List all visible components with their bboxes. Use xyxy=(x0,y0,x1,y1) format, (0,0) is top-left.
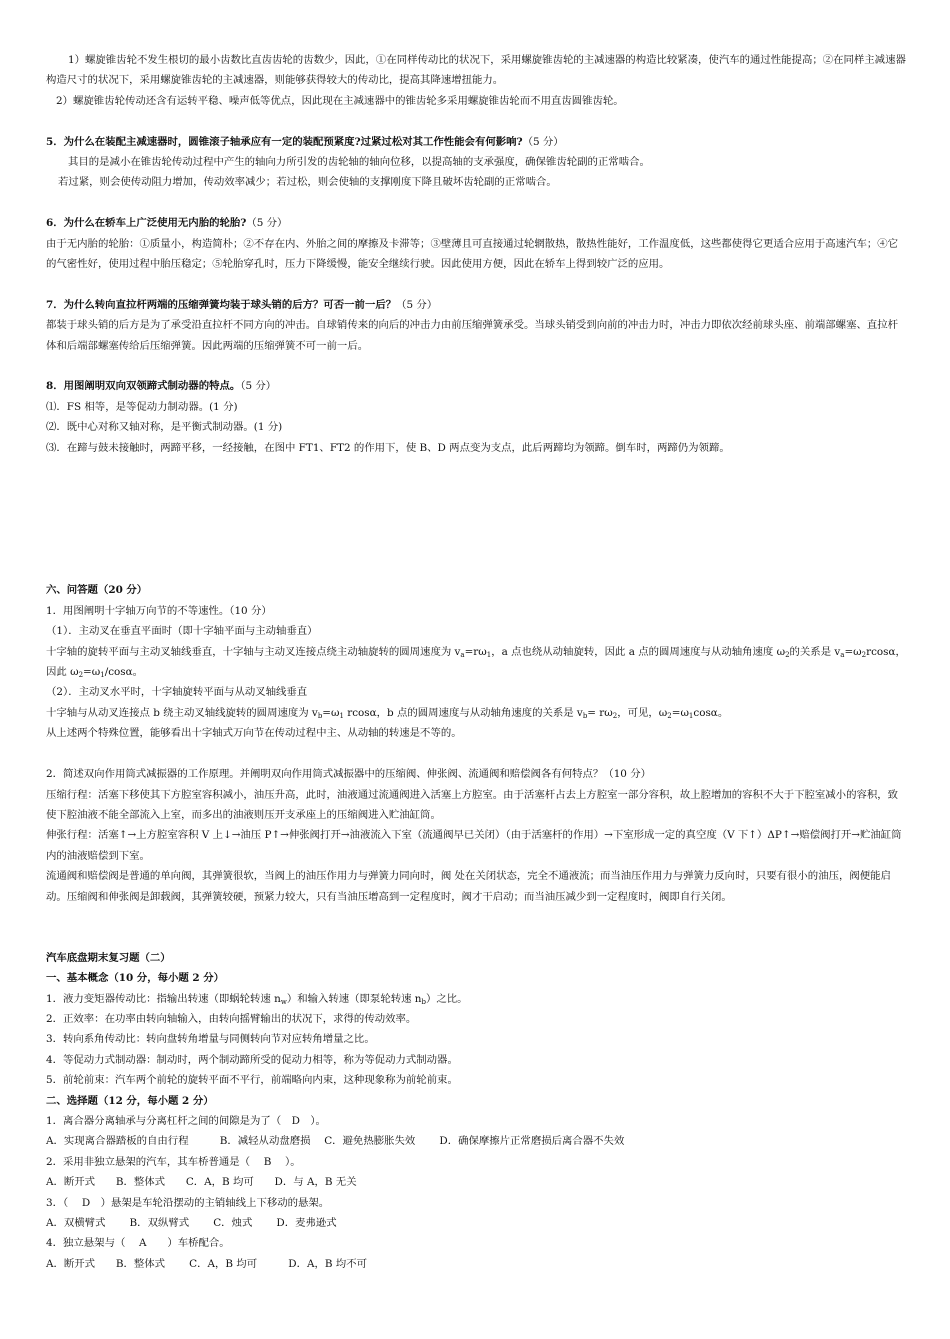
paragraph: 若过紧，则会使传动阻力增加，传动效率减少；若过松，则会使轴的支撑刚度下降且破坏齿轮副的正常啮合。 xyxy=(58,176,557,189)
question-title: 2．简述双向作用筒式减振器的工作原理。并阐明双向作用筒式减振器中的压缩阀、伸张阀、流通阀和赔偿阀各有何特点？（10 分） xyxy=(46,768,652,781)
section-title: 一、基本概念（10 分，每小题 2 分） xyxy=(46,972,225,985)
list-item: ⑵．既中心对称又轴对称，是平衡式制动器。(1 分) xyxy=(46,421,283,434)
paragraph: （1）．主动叉在垂直平面时（即十字轴平面与主动轴垂直） xyxy=(46,625,318,638)
question-item: 2．采用非独立悬架的汽车，其车桥普通是（ B ）。 xyxy=(46,1155,301,1168)
question-item: 4．独立悬架与（ A ）车桥配合。 xyxy=(46,1237,230,1250)
paragraph: 1）螺旋锥齿轮不发生根切的最小齿数比直齿齿轮的齿数少，因此，①在同样传动比的状况下，采用螺旋锥齿轮的主减速器的构造比较紧凑，使汽车的通过性能提高；②在同样主减速器构造尺寸的状况下，采用螺旋锥齿轮的主减速器，则能够获得较大的传动比，提高其降速增扭能力。 xyxy=(46,54,906,87)
list-item: ⑴．FS 相等，是等促动力制动器。(1 分) xyxy=(46,400,238,413)
list-item: ⑶．在蹄与鼓未接触时，两蹄平移，一经接触，在图中 FT1、FT2 的作用下，使 B、D 两点变为支点，此后两蹄均为领蹄。倒车时，两蹄仍为领蹄。 xyxy=(46,441,730,454)
paragraph: 由于无内胎的轮胎：①质量小，构造简朴；②不存在内、外胎之间的摩擦及卡滞等；③壁薄且可直接通过轮辋散热，散热性能好，工作温度低，这些都使得它更适合应用于高速汽车；④它的气密性好，使用过程中胎压稳定；⑤轮胎穿孔时，压力下降缓慢，能安全继续行驶。因此使用方便，因此在轿车上得到较广泛的应用。 xyxy=(46,237,899,271)
list-item: 5．前轮前束：汽车两个前轮的旋转平面不平行，前端略向内束，这种现象称为前轮前束。 xyxy=(46,1074,458,1087)
section-title: 六、问答题（20 分） xyxy=(46,584,148,597)
document-title: 汽车底盘期末复习题（二） xyxy=(46,951,171,964)
question-item: 1．离合器分离轴承与分离杠杆之间的间隙是为了（ D ）。 xyxy=(46,1114,326,1127)
question-options: A．断开式 B．整体式 C．A，B 均可 D．与 A，B 无关 xyxy=(46,1176,357,1189)
section-title: 二、选择题（12 分，每小题 2 分） xyxy=(46,1094,214,1107)
paragraph: 伸张行程：活塞↑→上方腔室容积 V 上↓→油压 P↑→伸张阀打开→油液流入下室（流通阀早已关闭）（由于活塞杆的作用）→下室形成一定的真空度（V 下↑）ΔP↑→赔偿阀打开→贮油缸筒内的油液赔偿到下室。 xyxy=(46,829,902,862)
question-6-title: 6．为什么在轿车上广泛使用无内胎的轮胎?（5 分） xyxy=(46,217,288,230)
list-item: 2．正效率：在功率由转向轴输入，由转向摇臂输出的状况下，求得的传动效率。 xyxy=(46,1012,417,1025)
paragraph: 十字轴的旋转平面与主动叉轴线垂直，十字轴与主动叉连接点绕主动轴旋转的圆周速度为 $v_a=r\omega_1$，a 点也绕从动轴旋转，因此 a 点的圆周速度与从动轴角速度 $\omega_2$的关系是 $v_a=\omega_2rcos\alpha$，因此 $\omega_2=\omega_1$/cosα。 xyxy=(46,645,906,680)
paragraph: 压缩行程：活塞下移使其下方腔室容积减小，油压升高，此时，油液通过流通阀进入活塞上方腔室。由于活塞杆占去上方腔室一部分容积，故上腔增加的容积不大于下腔室减小的容积，致使下腔油液不能全部流入上室，而多出的油液则压开支承座上的压缩阀进入贮油缸筒。 xyxy=(46,788,899,821)
paragraph: 从上述两个特殊位置，能够看出十字轴式万向节在传动过程中主、从动轴的转速是不等的。 xyxy=(46,727,462,740)
question-title: 1．用图阐明十字轴万向节的不等速性。（10 分） xyxy=(46,604,272,617)
question-options: A．实现离合器踏板的自由行程 B．减轻从动盘磨损 C．避免热膨胀失效 D．确保摩擦片正常磨损后离合器不失效 xyxy=(46,1135,625,1148)
list-item: 1．液力变矩器传动比：指输出转速（即蜗轮转速 $n_w$）和输入转速（即泵轮转速 $n_b$）之比。 xyxy=(46,992,468,1006)
question-8-title: 8．用图阐明双向双领蹄式制动器的特点。（5 分） xyxy=(46,380,277,393)
paragraph: 其目的是减小在锥齿轮传动过程中产生的轴向力所引发的齿轮轴的轴向位移，以提高轴的支承强度，确保锥齿轮副的正常啮合。 xyxy=(68,156,650,169)
question-options: A．双横臂式 B．双纵臂式 C．烛式 D．麦弗逊式 xyxy=(46,1217,337,1230)
list-item: 3．转向系角传动比：转向盘转角增量与同侧转向节对应转角增量之比。 xyxy=(46,1033,375,1046)
list-item: 4．等促动力式制动器：制动时，两个制动蹄所受的促动力相等，称为等促动力式制动器。 xyxy=(46,1053,458,1066)
question-5-title: 5．为什么在装配主减速器时，圆锥滚子轴承应有一定的装配预紧度?过紧过松对其工作性能会有何影响?（5 分） xyxy=(46,135,564,148)
paragraph: （2）．主动叉水平时，十字轴旋转平面与从动叉轴线垂直 xyxy=(46,686,308,699)
paragraph: 十字轴与从动叉连接点 b 绕主动叉轴线旋转的圆周速度为 $v_b=\omega_1$ rcosα，b 点的圆周速度与从动轴角速度的关系是 $v_b= r\omega_2$，可见，$\omega_2=\omega_1\cos\alpha$。 xyxy=(46,706,729,720)
question-7-title: 7．为什么转向直拉杆两端的压缩弹簧均装于球头销的后方？可否一前一后？（5 分） xyxy=(46,298,438,311)
question-options: A．断开式 B．整体式 C．A，B 均可 D．A，B 均不可 xyxy=(46,1257,367,1270)
question-item: 3．（ D ）悬架是车轮沿摆动的主销轴线上下移动的悬架。 xyxy=(46,1196,330,1209)
document-page xyxy=(46,50,908,1274)
paragraph: 流通阀和赔偿阀是普通的单向阀，其弹簧很软，当阀上的油压作用力与弹簧力同向时，阀 处在关闭状态，完全不通液流；而当油压作用力与弹簧力反向时，只要有很小的油压，阀便能启动。压缩阀和伸张阀是卸载阀，其弹簧较硬，预紧力较大，只有当油压增高到一定程度时，阀才干启动；而当油压减少到一定程度时，阀即自行关闭。 xyxy=(46,870,891,903)
paragraph: 2）螺旋锥齿轮传动还含有运转平稳、噪声低等优点，因此现在主减速器中的锥齿轮多采用螺旋锥齿轮而不用直齿圆锥齿轮。 xyxy=(56,94,624,107)
paragraph: 都装于球头销的后方是为了承受沿直拉杆不同方向的冲击。自球销传来的向后的冲击力由前压缩弹簧承受。当球头销受到向前的冲击力时，冲击力即依次经前球头座、前端部螺塞、直拉杆体和后端部螺塞传给后压缩弹簧。因此两端的压缩弹簧不可一前一后。 xyxy=(46,319,899,352)
